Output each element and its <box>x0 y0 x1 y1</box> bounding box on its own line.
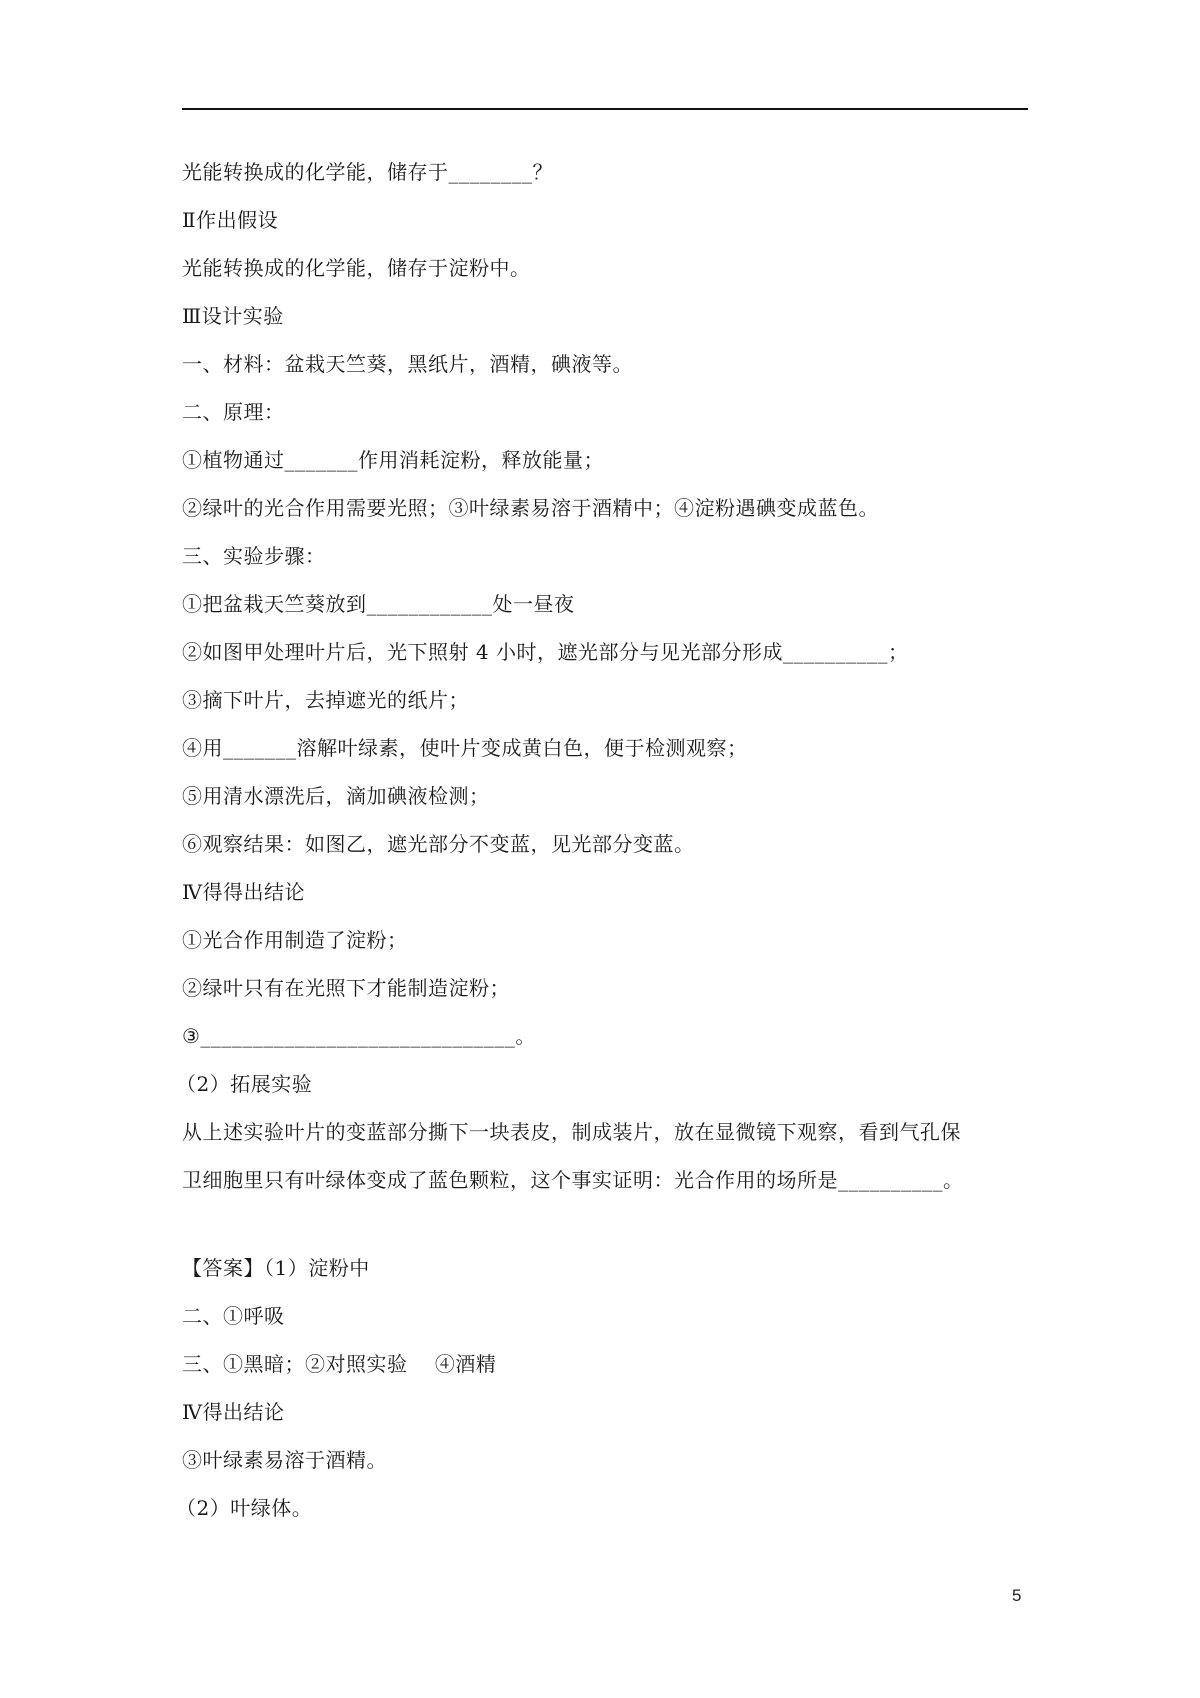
text-line: 二、原理： <box>182 400 285 424</box>
text-line: ③摘下叶片，去掉遮光的纸片； <box>182 688 469 712</box>
text-line: ①植物通过_______作用消耗淀粉，释放能量； <box>182 448 604 472</box>
text-line: ④用_______溶解叶绿素，使叶片变成黄白色，便于检测观察； <box>182 736 748 760</box>
text-line: 光能转换成的化学能，储存于________？ <box>182 160 553 184</box>
answer-line: 三、①黑暗；②对照实验 ④酒精 <box>182 1352 497 1376</box>
text-line: ①光合作用制造了淀粉； <box>182 928 408 952</box>
text-line: 一、材料：盆栽天竺葵，黑纸片，酒精，碘液等。 <box>182 352 633 376</box>
text-line: 三、实验步骤： <box>182 544 326 568</box>
header-rule <box>182 108 1028 110</box>
text-line: ①把盆栽天竺葵放到____________处一昼夜 <box>182 592 575 616</box>
text-line: ⑤用清水漂洗后，滴加碘液检测； <box>182 784 490 808</box>
answer-line: （2）叶绿体。 <box>176 1496 313 1520</box>
answer-line: ③叶绿素易溶于酒精。 <box>182 1448 387 1472</box>
answer-line: 二、①呼吸 <box>182 1304 285 1328</box>
section-heading: Ⅲ设计实验 <box>182 304 284 328</box>
text-line: （2）拓展实验 <box>176 1072 313 1096</box>
answer-line: 【答案】（1）淀粉中 <box>182 1256 370 1280</box>
section-heading: Ⅱ作出假设 <box>182 208 279 232</box>
text-line: ②绿叶的光合作用需要光照；③叶绿素易溶于酒精中；④淀粉遇碘变成蓝色。 <box>182 496 879 520</box>
text-line: ②如图甲处理叶片后，光下照射 4 小时，遮光部分与见光部分形成__________； <box>182 640 909 664</box>
text-line: 卫细胞里只有叶绿体变成了蓝色颗粒，这个事实证明：光合作用的场所是__________。 <box>182 1168 964 1192</box>
text-line: ②绿叶只有在光照下才能制造淀粉； <box>182 976 510 1000</box>
text-line: ⑥观察结果：如图乙，遮光部分不变蓝，见光部分变蓝。 <box>182 832 695 856</box>
text-line: 光能转换成的化学能，储存于淀粉中。 <box>182 256 531 280</box>
page-number: 5 <box>1012 1586 1022 1605</box>
text-line: ③______________________________。 <box>182 1024 536 1048</box>
text-line: 从上述实验叶片的变蓝部分撕下一块表皮，制成装片，放在显微镜下观察，看到气孔保 <box>182 1120 961 1144</box>
answer-line: Ⅳ得出结论 <box>182 1400 285 1424</box>
section-heading: Ⅳ得得出结论 <box>182 880 305 904</box>
